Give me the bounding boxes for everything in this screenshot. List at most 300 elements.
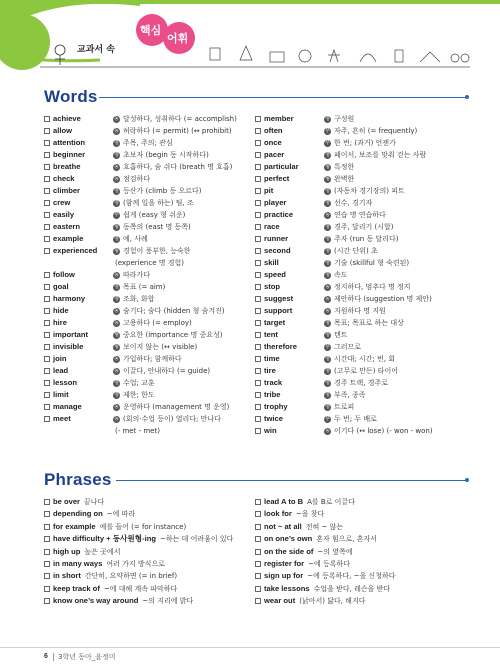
word-entry: [255, 173, 475, 185]
checkbox-icon[interactable]: [44, 536, 50, 542]
word-term: therefore: [264, 342, 297, 351]
phrase-english: lead A to B: [264, 497, 304, 506]
checkbox-icon[interactable]: [255, 152, 261, 158]
word-meaning: 쉽게 (easy 형 쉬운): [123, 211, 186, 219]
word-term: once: [264, 138, 282, 147]
word-term: pacer: [264, 150, 285, 159]
part-of-speech-badge: 명: [325, 151, 330, 158]
word-meaning: 구성원: [334, 115, 355, 123]
phrase-english: wear out: [264, 596, 296, 606]
phrase-meaning: ~의 옆쪽에: [317, 547, 353, 556]
checkbox-icon[interactable]: [255, 164, 261, 170]
word-meaning: 연습 명 연습하다: [334, 211, 386, 219]
checkbox-icon[interactable]: [44, 212, 50, 218]
word-term: hire: [53, 318, 67, 327]
word-meaning: 운영하다 (management 명 운영): [123, 403, 230, 411]
word-meaning: 허락하다 (= permit) (↔ prohibit): [123, 127, 232, 135]
part-of-speech-badge: 동: [325, 307, 330, 314]
checkbox-icon[interactable]: [44, 344, 50, 350]
phrases-section-title: Phrases: [44, 470, 112, 489]
part-of-speech-badge: 명: [114, 391, 119, 398]
checkbox-icon[interactable]: [255, 499, 261, 505]
word-meaning: (회의·수업 등이) 열리다; 만나다: [123, 415, 221, 423]
word-meaning: 목표 (= aim): [123, 283, 166, 291]
word-term: example: [53, 234, 84, 243]
part-of-speech-badge: 동: [114, 319, 119, 326]
word-entry: [255, 401, 475, 413]
part-of-speech-badge: 명: [325, 223, 330, 230]
word-term: harmony: [53, 294, 86, 303]
part-of-speech-badge: 동: [114, 367, 119, 374]
phrases-title-rule: [116, 480, 467, 481]
banner-text-c: 어휘: [167, 32, 189, 45]
checkbox-icon[interactable]: [255, 428, 261, 434]
phrase-english: high up: [53, 546, 81, 556]
word-term: breathe: [53, 162, 81, 171]
part-of-speech-badge: 명: [325, 355, 330, 362]
part-of-speech-badge: 동: [325, 295, 330, 302]
word-term: hide: [53, 306, 69, 315]
word-term: lesson: [53, 378, 78, 387]
phrases-title-dot: [465, 478, 469, 482]
part-of-speech-badge: 부: [325, 127, 330, 134]
word-meaning: 주목, 주의; 관심: [123, 139, 173, 147]
phrase-entry: [44, 570, 254, 582]
word-term: follow: [53, 270, 75, 279]
part-of-speech-badge: 명: [325, 115, 330, 122]
word-meaning: 숨기다; 숨다 (hidden 형 숨겨진): [123, 307, 225, 315]
word-term: second: [264, 246, 291, 255]
phrase-entry: [44, 508, 254, 520]
word-meaning: 제한; 한도: [123, 391, 155, 399]
word-term: eastern: [53, 222, 81, 231]
word-meaning: 속도: [334, 271, 348, 279]
word-meaning: 선수, 경기자: [334, 199, 373, 207]
phrases-left-column: [44, 496, 254, 608]
phrase-english: on the side of: [264, 546, 314, 556]
checkbox-icon[interactable]: [255, 332, 261, 338]
checkbox-icon[interactable]: [255, 212, 261, 218]
word-entry: [44, 365, 254, 377]
word-entry: [255, 365, 475, 377]
phrase-meaning: ~에 등록하다, ~을 신청하다: [307, 572, 396, 581]
word-term: tent: [264, 330, 278, 339]
word-term: manage: [53, 402, 82, 411]
word-term: easily: [53, 210, 75, 219]
word-entry: [255, 293, 475, 305]
word-entry: [44, 413, 254, 425]
checkbox-icon[interactable]: [44, 296, 50, 302]
phrase-meaning: 끝나다: [84, 498, 105, 506]
phrase-meaning: 여러 가지 방식으로: [106, 560, 165, 569]
part-of-speech-badge: 부: [325, 139, 330, 146]
word-term: stop: [264, 282, 281, 291]
header-banner: [0, 0, 500, 85]
word-entry: [255, 197, 475, 209]
word-term: invisible: [53, 342, 84, 351]
word-entry: [255, 329, 475, 341]
word-term: twice: [264, 414, 283, 423]
word-entry: [255, 317, 475, 329]
word-term: perfect: [264, 174, 290, 183]
word-term: practice: [264, 210, 294, 219]
word-entry: [44, 377, 254, 389]
word-entry: [255, 233, 475, 245]
phrase-meaning: ~에 대해 계속 파악하다: [103, 584, 178, 593]
word-entry: [255, 137, 475, 149]
word-term: win: [264, 426, 277, 435]
checkbox-icon[interactable]: [44, 586, 50, 592]
word-meaning: 페이서, 보조를 맞춰 걷는 사람: [334, 151, 427, 159]
word-meaning: 보이지 않는 (↔ visible): [123, 343, 198, 351]
checkbox-icon[interactable]: [255, 549, 261, 555]
word-entry: [255, 269, 475, 281]
word-term: time: [264, 354, 280, 363]
words-title-rule: [99, 97, 467, 98]
word-term: limit: [53, 390, 69, 399]
checkbox-icon[interactable]: [255, 416, 261, 422]
checkbox-icon[interactable]: [44, 499, 50, 505]
part-of-speech-badge: 명: [325, 259, 330, 266]
part-of-speech-badge: 명: [325, 403, 330, 410]
checkbox-icon[interactable]: [44, 308, 50, 314]
checkbox-icon[interactable]: [44, 272, 50, 278]
part-of-speech-badge: 명: [114, 283, 119, 290]
phrase-entry: [44, 546, 254, 558]
checkbox-icon[interactable]: [44, 392, 50, 398]
phrase-meaning: 예를 들어 (= for instance): [99, 522, 187, 531]
checkbox-icon[interactable]: [44, 561, 50, 567]
checkbox-icon[interactable]: [44, 511, 50, 517]
word-meaning: 등산가 (climb 동 오르다): [123, 187, 202, 195]
word-meaning: 자주, 흔히 (= frequently): [334, 127, 418, 135]
part-of-speech-badge: 동: [114, 163, 119, 170]
word-entry: [255, 185, 475, 197]
checkbox-icon[interactable]: [44, 152, 50, 158]
word-term: speed: [264, 270, 286, 279]
word-term: allow: [53, 126, 72, 135]
phrase-entry: [44, 533, 254, 545]
phrase-entry: [255, 496, 475, 508]
checkbox-icon[interactable]: [255, 116, 261, 122]
word-entry: [44, 353, 254, 365]
phrase-entry: [255, 546, 475, 558]
word-meaning: 목표; 목표로 하는 대상: [334, 319, 404, 327]
word-entry: [44, 401, 254, 413]
word-entry: [255, 149, 475, 161]
word-meaning-continued: (experience 명 경험): [115, 259, 184, 267]
word-term: important: [53, 330, 89, 339]
part-of-speech-badge: 명: [325, 379, 330, 386]
part-of-speech-badge: 명: [114, 379, 119, 386]
phrase-english: depending on: [53, 509, 103, 519]
checkbox-icon[interactable]: [255, 128, 261, 134]
word-meaning: 초보자 (begin 동 시작하다): [123, 151, 209, 159]
phrase-entry: [44, 521, 254, 533]
word-entry: [255, 221, 475, 233]
part-of-speech-badge: 동: [114, 307, 119, 314]
checkbox-icon[interactable]: [255, 176, 261, 182]
part-of-speech-badge: 명: [325, 319, 330, 326]
part-of-speech-badge: 명: [114, 187, 119, 194]
word-entry: [44, 185, 254, 197]
phrase-english: for example: [53, 521, 96, 531]
word-term: crew: [53, 198, 71, 207]
checkbox-icon[interactable]: [44, 116, 50, 122]
word-entry: [255, 281, 475, 293]
phrase-meaning: ~의 지리에 밝다: [142, 597, 194, 606]
word-meaning: 트로피: [334, 403, 355, 411]
checkbox-icon[interactable]: [255, 188, 261, 194]
phrase-meaning: 혼자 힘으로, 혼자서: [316, 535, 378, 544]
word-entry: [255, 425, 475, 437]
part-of-speech-badge: 명: [325, 391, 330, 398]
word-entry: [44, 221, 254, 233]
word-entry: [44, 125, 254, 137]
word-meaning: 예, 사례: [123, 235, 148, 243]
word-meaning: (자동차 경기장의) 피트: [334, 187, 405, 195]
checkbox-icon[interactable]: [44, 200, 50, 206]
word-meaning: 특정한: [334, 163, 355, 171]
checkbox-icon[interactable]: [255, 140, 261, 146]
checkbox-icon[interactable]: [255, 308, 261, 314]
word-term: track: [264, 378, 283, 387]
word-meaning: 호흡하다, 숨 쉬다 (breath 명 호흡): [123, 163, 233, 171]
part-of-speech-badge: 동: [325, 211, 330, 218]
word-entry: [44, 389, 254, 401]
words-right-column: [255, 113, 475, 437]
word-entry: [255, 377, 475, 389]
part-of-speech-badge: 형: [325, 163, 330, 170]
phrase-meaning: (낡아서) 닳다, 해지다: [299, 597, 366, 606]
checkbox-icon[interactable]: [255, 272, 261, 278]
phrase-english: look for: [264, 509, 292, 519]
word-meaning: (고무로 만든) 타이어: [334, 367, 399, 375]
part-of-speech-badge: 동: [325, 283, 330, 290]
checkbox-icon[interactable]: [44, 332, 50, 338]
word-meaning: (함께 일을 하는) 팀, 조: [123, 199, 194, 207]
word-meaning: 제안하다 (suggestion 명 제안): [334, 295, 432, 303]
part-of-speech-badge: 부: [114, 211, 119, 218]
part-of-speech-badge: 명: [325, 247, 330, 254]
checkbox-icon[interactable]: [255, 561, 261, 567]
part-of-speech-badge: 형: [114, 343, 119, 350]
phrase-english: register for: [264, 559, 305, 569]
book-title: 3학년 동아_윤정미: [58, 653, 116, 661]
checkbox-icon[interactable]: [44, 176, 50, 182]
checkbox-icon[interactable]: [255, 224, 261, 230]
word-term: check: [53, 174, 75, 183]
word-meaning: 정지하다, 멈추다 명 정지: [334, 283, 411, 291]
word-entry: [44, 317, 254, 329]
checkbox-icon[interactable]: [44, 188, 50, 194]
part-of-speech-badge: 동: [114, 271, 119, 278]
word-entry: [44, 137, 254, 149]
part-of-speech-badge: 명: [114, 235, 119, 242]
checkbox-icon[interactable]: [44, 524, 50, 530]
checkbox-icon[interactable]: [44, 284, 50, 290]
checkbox-icon[interactable]: [255, 356, 261, 362]
checkbox-icon[interactable]: [44, 248, 50, 254]
banner-text-b: 핵심: [140, 24, 162, 37]
word-entry: [255, 161, 475, 173]
word-meaning: 부족, 종족: [334, 391, 366, 399]
word-meaning: 가입하다; 함께하다: [123, 355, 182, 363]
part-of-speech-badge: 동: [114, 127, 119, 134]
checkbox-icon[interactable]: [255, 236, 261, 242]
checkbox-icon[interactable]: [44, 320, 50, 326]
word-entry: [255, 305, 475, 317]
words-title-dot: [465, 95, 469, 99]
checkbox-icon[interactable]: [255, 586, 261, 592]
word-meaning: 두 번; 두 배로: [334, 415, 377, 423]
part-of-speech-badge: 동: [114, 115, 119, 122]
phrase-english: on one’s own: [264, 534, 313, 544]
checkbox-icon[interactable]: [44, 416, 50, 422]
part-of-speech-badge: 명: [325, 199, 330, 206]
word-entry: [44, 305, 254, 317]
word-meaning: 완벽한: [334, 175, 355, 183]
checkbox-icon[interactable]: [255, 573, 261, 579]
word-term: climber: [53, 186, 81, 195]
word-entry: [44, 341, 254, 353]
checkbox-icon[interactable]: [255, 511, 261, 517]
checkbox-icon[interactable]: [255, 598, 261, 604]
page-number: 6: [44, 653, 48, 660]
checkbox-icon[interactable]: [255, 392, 261, 398]
word-meaning: 텐트: [334, 331, 348, 339]
word-entry: [255, 209, 475, 221]
word-meaning: 따라가다: [123, 271, 151, 279]
part-of-speech-badge: 부: [325, 343, 330, 350]
word-entry: [44, 245, 254, 257]
checkbox-icon[interactable]: [44, 164, 50, 170]
checkbox-icon[interactable]: [44, 598, 50, 604]
part-of-speech-badge: 동: [114, 175, 119, 182]
word-term: trophy: [264, 402, 288, 411]
checkbox-icon[interactable]: [255, 380, 261, 386]
phrase-entry: [255, 583, 475, 595]
phrases-right-column: [255, 496, 475, 608]
word-term: beginner: [53, 150, 86, 159]
green-circle: [0, 14, 50, 70]
word-term: often: [264, 126, 283, 135]
part-of-speech-badge: 명: [114, 139, 119, 146]
part-of-speech-badge: 명: [325, 367, 330, 374]
phrase-entry: [44, 595, 254, 607]
word-entry: [44, 269, 254, 281]
part-of-speech-badge: 동: [114, 415, 119, 422]
word-entry: [44, 209, 254, 221]
word-meaning: 지원하다 명 지원: [334, 307, 386, 315]
phrase-meaning: 높은 곳에서: [84, 547, 121, 556]
word-meaning: 주자 (run 동 달리다): [334, 235, 399, 243]
checkbox-icon[interactable]: [44, 549, 50, 555]
word-term: meet: [53, 414, 71, 423]
word-entry: [44, 161, 254, 173]
checkbox-icon[interactable]: [255, 284, 261, 290]
phrase-meaning: ~에 등록하다: [308, 560, 350, 569]
word-meaning: 이기다 (↔ lose) (- won - won): [334, 427, 433, 435]
word-entry: [255, 113, 475, 125]
part-of-speech-badge: 동: [325, 427, 330, 434]
word-term: support: [264, 306, 293, 315]
phrase-meaning: 수업을 받다, 레슨을 받다: [313, 584, 391, 593]
phrase-meaning: 전혀 ~ 않는: [305, 522, 344, 531]
word-meaning-continued: (- met - met): [115, 427, 160, 435]
word-meaning: 이끌다, 안내하다 (= guide): [123, 367, 211, 375]
phrase-entry: [255, 508, 475, 520]
part-of-speech-badge: 명: [325, 235, 330, 242]
checkbox-icon[interactable]: [255, 524, 261, 530]
checkbox-icon[interactable]: [44, 224, 50, 230]
phrase-english: in short: [53, 571, 81, 581]
checkbox-icon[interactable]: [255, 260, 261, 266]
checkbox-icon[interactable]: [44, 140, 50, 146]
word-entry: [255, 257, 475, 269]
part-of-speech-badge: 명: [325, 187, 330, 194]
word-entry: [255, 389, 475, 401]
word-term: runner: [264, 234, 289, 243]
phrase-meaning: ~을 찾다: [295, 510, 325, 519]
word-meaning: 시간대; 시간; 번, 회: [334, 355, 395, 363]
checkbox-icon[interactable]: [255, 248, 261, 254]
phrase-entry: [255, 521, 475, 533]
checkbox-icon[interactable]: [44, 236, 50, 242]
checkbox-icon[interactable]: [44, 404, 50, 410]
part-of-speech-badge: 명: [114, 151, 119, 158]
phrase-meaning: 간단히, 요약하면 (= in brief): [84, 572, 178, 581]
word-entry: [255, 125, 475, 137]
word-entry: [44, 281, 254, 293]
word-entry: [255, 245, 475, 257]
word-entry: [255, 413, 475, 425]
checkbox-icon[interactable]: [255, 320, 261, 326]
phrase-english: have difficulty + 동사원형-ing: [53, 534, 156, 544]
words-left-column: [44, 113, 254, 437]
part-of-speech-badge: 형: [114, 247, 119, 254]
word-term: tire: [264, 366, 276, 375]
checkbox-icon[interactable]: [44, 573, 50, 579]
word-entry: [44, 173, 254, 185]
checkbox-icon[interactable]: [255, 200, 261, 206]
word-meaning: 그러므로: [334, 343, 362, 351]
checkbox-icon[interactable]: [255, 536, 261, 542]
checkbox-icon[interactable]: [44, 356, 50, 362]
phrase-meaning: ~하는 데 어려움이 있다: [159, 535, 234, 544]
word-meaning: 고용하다 (= employ): [123, 319, 192, 327]
phrase-english: not ~ at all: [264, 521, 302, 531]
part-of-speech-badge: 명: [114, 295, 119, 302]
word-term: goal: [53, 282, 69, 291]
footer-separator: [53, 653, 54, 661]
checkbox-icon[interactable]: [255, 404, 261, 410]
phrase-entry: [255, 570, 475, 582]
phrase-entry: [255, 533, 475, 545]
word-meaning: 경주, 달리기 (시합): [334, 223, 394, 231]
checkbox-icon[interactable]: [255, 344, 261, 350]
phrase-english: know one’s way around: [53, 596, 139, 606]
checkbox-icon[interactable]: [44, 128, 50, 134]
checkbox-icon[interactable]: [255, 368, 261, 374]
word-meaning: 수업; 교훈: [123, 379, 155, 387]
checkbox-icon[interactable]: [255, 296, 261, 302]
checkbox-icon[interactable]: [44, 368, 50, 374]
phrase-entry: [44, 583, 254, 595]
word-term: skill: [264, 258, 279, 267]
checkbox-icon[interactable]: [44, 380, 50, 386]
part-of-speech-badge: 형: [325, 175, 330, 182]
